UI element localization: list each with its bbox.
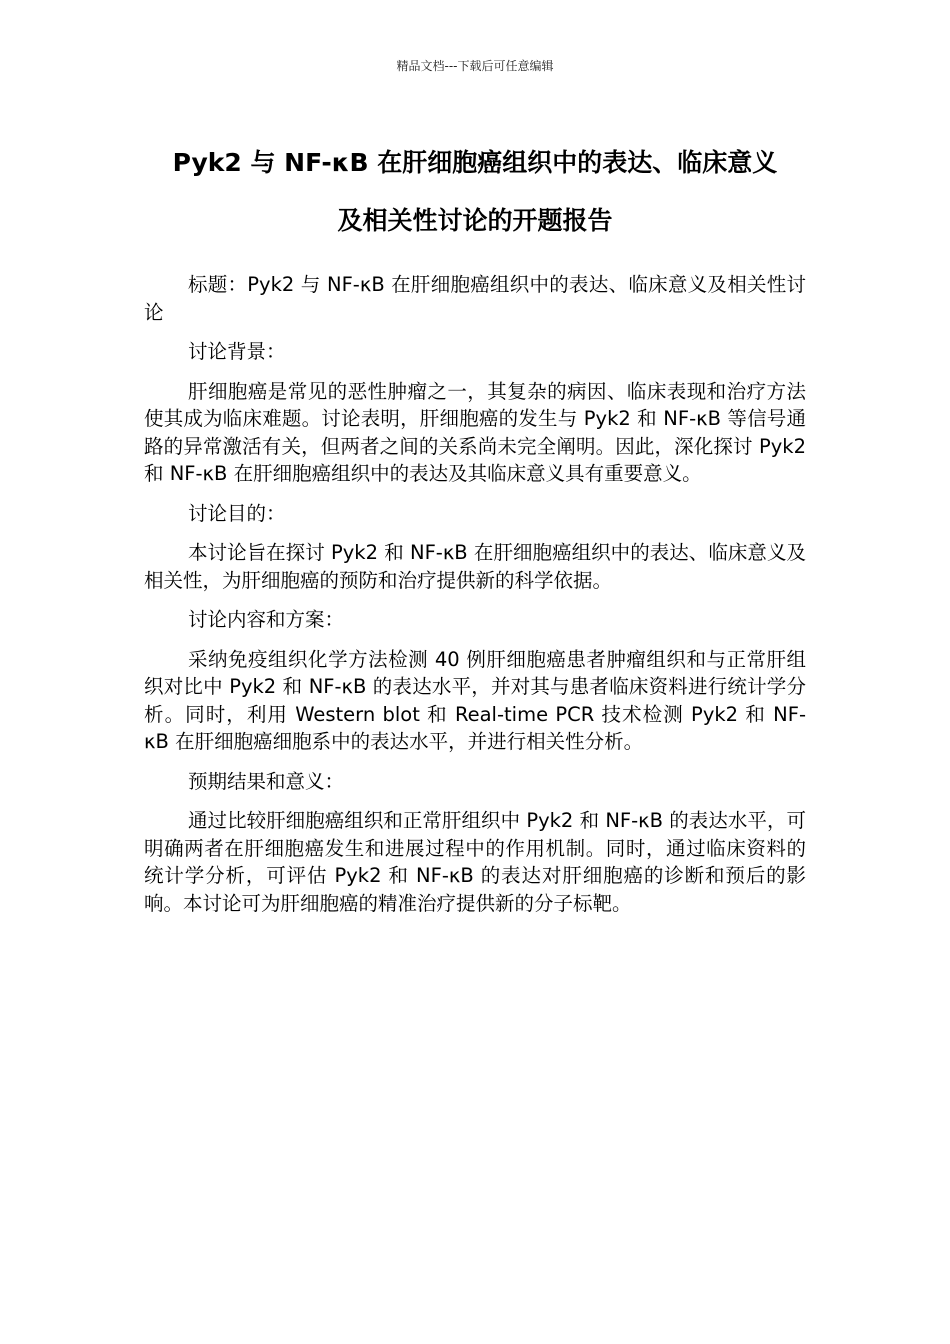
content-heading: 讨论内容和方案： [188, 608, 345, 631]
page-header: 精品文档---下载后可任意编辑 [396, 59, 554, 73]
document-title-line-2: 及相关性讨论的开题报告 [337, 206, 613, 235]
background-heading: 讨论背景： [188, 340, 286, 363]
content-paragraph: 采纳免疫组织化学方法检测 40 例肝细胞癌患者肿瘤组织和与正常肝组织对比中 Pyk2 和 NF-κB 的表达水平，并对其与患者临床资料进行统计学分析。同时，利用 Western blot 和 Real-time PCR 技术检测 Pyk2 和 NF-κB 在肝细胞癌细胞系中的表达水平，并进行相关性分析。 [144, 647, 806, 753]
background-paragraph: 肝细胞癌是常见的恶性肿瘤之一，其复杂的病因、临床表现和治疗方法使其成为临床难题。讨论表明，肝细胞癌的发生与 Pyk2 和 NF-κB 等信号通路的异常激活有关，但两者之间的关系尚未完全阐明。因此，深化探讨 Pyk2 和 NF-κB 在肝细胞癌组织中的表达及其临床意义具有重要意义。 [144, 379, 806, 485]
document-title [130, 134, 820, 250]
purpose-heading: 讨论目的： [188, 501, 286, 525]
purpose-paragraph: 本讨论旨在探讨 Pyk2 和 NF-κB 在肝细胞癌组织中的表达、临床意义及相关性，为肝细胞癌的预防和治疗提供新的科学依据。 [144, 541, 806, 592]
document-body [144, 271, 806, 929]
subject-paragraph: 标题：Pyk2 与 NF-κB 在肝细胞癌组织中的表达、临床意义及相关性讨论 [144, 273, 806, 324]
results-paragraph: 通过比较肝细胞癌组织和正常肝组织中 Pyk2 和 NF-κB 的表达水平，可明确两者在肝细胞癌发生和进展过程中的作用机制。同时，通过临床资料的统计学分析，可评估 Pyk2 和 NF-κB 的表达对肝细胞癌的诊断和预后的影响。本讨论可为肝细胞癌的精准治疗提供新的分子标靶。 [144, 809, 806, 915]
results-heading: 预期结果和意义： [188, 769, 345, 793]
document-title-line-1: Pyk2 与 NF-κB 在肝细胞癌组织中的表达、临床意义 [172, 148, 778, 177]
